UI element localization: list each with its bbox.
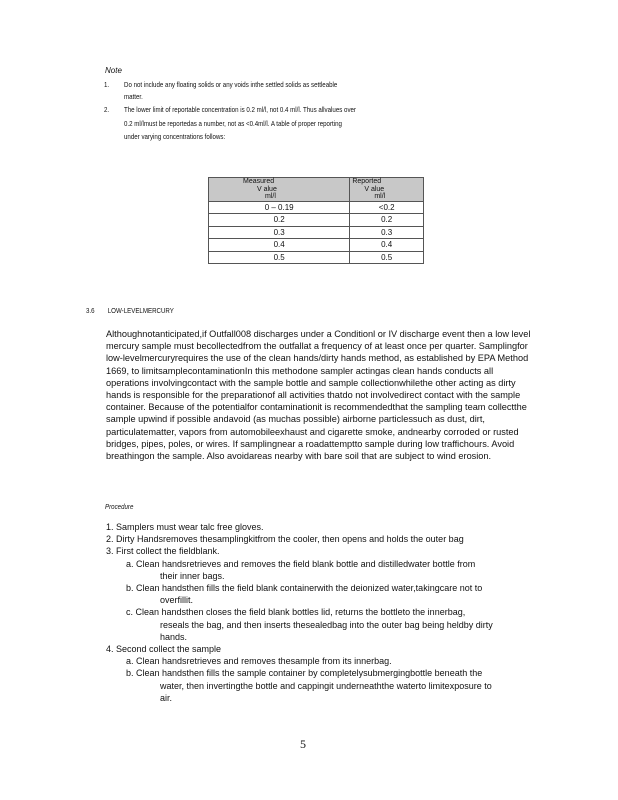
procedure-substep (106, 655, 546, 667)
note-2-line-3: under varying concentrations follows: (124, 132, 226, 141)
note-title: Note (105, 66, 122, 75)
substep-line: c. Clean handsthen closes the field blank bottles lid, returns the bottleto the innerbag, (126, 607, 466, 618)
procedure-substep (106, 606, 546, 643)
table-cell: <0.2 (350, 201, 424, 214)
substep-line: hands. (160, 631, 188, 642)
section-title: LOW-LEVELMERCURY (107, 306, 174, 315)
table-header-row (209, 178, 424, 202)
procedure-substep (106, 667, 546, 704)
header-reported-line-3: ml/l (374, 193, 386, 200)
substep-line: water, then invertingthe bottle and cappingit underneaththe waterto limitexposure to (160, 680, 492, 691)
table-row (209, 239, 424, 252)
procedure-substep (106, 558, 546, 582)
table-cell: 0.3 (209, 226, 350, 239)
table-cell: 0.4 (209, 239, 350, 252)
procedure-step: 3. First collect the fieldblank. (106, 546, 220, 557)
table-cell: 0.4 (350, 239, 424, 252)
note-1-line-1: Do not include any floating solids or any voids inthe settled solids as settleable (124, 80, 338, 89)
procedure-substep (106, 582, 546, 606)
header-measured-line-2: V alue (257, 185, 277, 193)
table-row (209, 251, 424, 264)
substep-line: a. Clean handsretrieves and removes the field blank bottle and distilledwater bottle from (126, 558, 476, 569)
reporting-table (208, 177, 424, 264)
table-row (209, 214, 424, 227)
header-measured-line-3: ml/l (265, 193, 276, 200)
table-cell: 0.2 (209, 214, 350, 227)
section-paragraph (106, 328, 538, 462)
table-cell: 0 – 0.19 (209, 201, 350, 214)
header-measured (209, 178, 350, 202)
substep-line: overfillit. (160, 595, 194, 606)
section-heading (86, 306, 174, 315)
section-number: 3.6 (86, 306, 95, 315)
procedure-steps (106, 521, 546, 704)
substep-line: their inner bags. (160, 570, 225, 581)
procedure-step: 4. Second collect the sample (106, 644, 222, 655)
table-row (209, 201, 424, 214)
table-row (209, 226, 424, 239)
substep-line: air. (160, 692, 173, 703)
header-measured-line-1: Measured (243, 178, 275, 185)
procedure-step: 1. Samplers must wear talc free gloves. (106, 522, 264, 532)
table-cell: 0.5 (350, 251, 424, 264)
substep-line: reseals the bag, and then inserts thesealedbag into the outer bag being heldby dirty (160, 619, 493, 630)
table-cell: 0.2 (350, 214, 424, 227)
substep-line: b. Clean handsthen fills the field blank containerwith the deionized water,takingcare not to (126, 583, 483, 594)
table-cell: 0.3 (350, 226, 424, 239)
substep-line: a. Clean handsretrieves and removes thesample from its innerbag. (126, 656, 392, 667)
note-1-number: 1. (104, 80, 110, 89)
procedure-title: Procedure (105, 502, 134, 511)
header-reported (350, 178, 424, 202)
note-2-line-2: 0.2 ml/lmust be reportedas a number, not as <0.4ml/l. A table of proper reporting (124, 119, 342, 128)
table-cell: 0.5 (209, 251, 350, 264)
header-reported-line-1: Reported (352, 178, 382, 185)
page-number: 5 (300, 737, 306, 751)
substep-line: b. Clean handsthen fills the sample container by completelysubmergingbottle beneath the (126, 668, 483, 679)
note-2-number: 2. (104, 105, 110, 114)
note-1-line-2: matter. (124, 92, 143, 101)
section-paragraph-text: Althoughnotanticipated,if Outfall008 discharges under a Conditionl or IV discharge event then a low level mercury sample must becollectedfrom the outfallat a frequency of at least once per quarter. Samplingfor low-levelmercuryrequires the use of the clean hands/dirty hands method, as established by EPA Method 1669, to limitsamplecontaminationIn this methodone sampler actingas clean hands conducts all operations involvingcontact with the sample bottle and sample collectionwhilethe other acting as dirty hands is responsible for the preparationof all activities thatdo not involvedirect contact with the sample container. Because of the potentialfor contaminationit is recommendedthat the sampling team collectthe sample upwind if possible andavoid (as muchas possible) airborne particlessuch as dust, dirt, particulatematter, vapors from automobileexhaust and cigarette smoke, andnearby corroded or rusted bridges, pipes, poles, or wires. If samplingnear a roadattemptto sample during low traffichours. Avoid breathingon the sample. Also avoidareas nearby with bare soil that are subject to wind erosion. (106, 329, 531, 462)
procedure-step: 2. Dirty Handsremoves thesamplingkitfrom the cooler, then opens and holds the outer bag (106, 534, 464, 545)
note-2-line-1: The lower limit of reportable concentration is 0.2 ml/l, not 0.4 ml/l. Thus allvalues over (124, 105, 356, 114)
header-reported-line-2: V alue (364, 185, 385, 193)
